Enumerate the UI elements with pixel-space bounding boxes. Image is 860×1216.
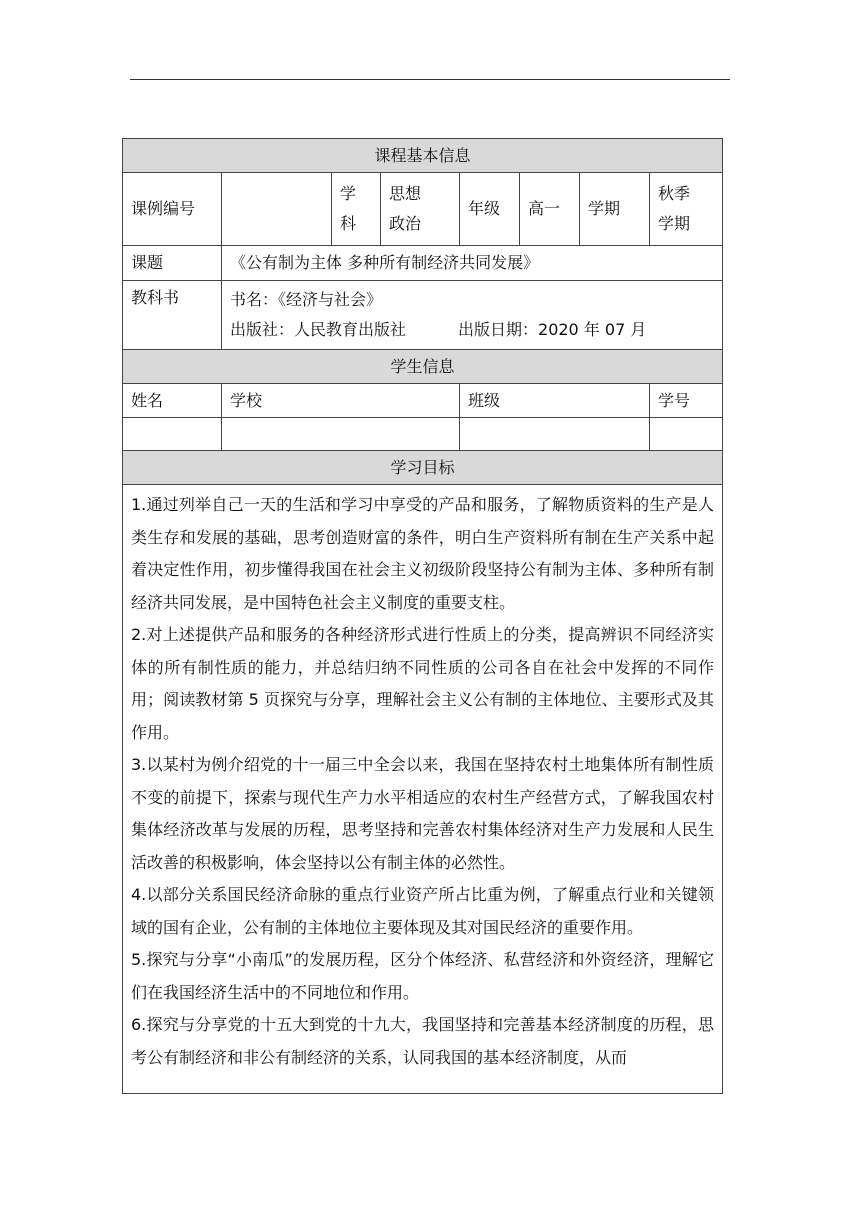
student-school-label: 学校 bbox=[222, 384, 460, 418]
term-value-line2: 学期 bbox=[658, 214, 691, 233]
subject-value bbox=[381, 173, 460, 246]
subject-label bbox=[332, 173, 381, 246]
student-id-label: 学号 bbox=[650, 384, 723, 418]
lesson-info-table bbox=[122, 138, 723, 1094]
subject-label-line1: 学 bbox=[340, 184, 357, 203]
goal-item: 3.以某村为例介绍党的十一届三中全会以来，我国在坚持农村土地集体所有制性质不变的前提下，探索与现代生产力水平相适应的农村生产经营方式，了解我国农村集体经济改革与发展的历程，思考坚持和完善农村集体经济对生产力发展和人民生活改善的积极影响，体会坚持以公有制主体的必然性。 bbox=[131, 755, 715, 872]
topic-value: 《公有制为主体 多种所有制经济共同发展》 bbox=[222, 246, 723, 281]
subject-value-line1: 思想 bbox=[389, 184, 422, 203]
subject-label-line2: 科 bbox=[340, 214, 357, 233]
student-name-label: 姓名 bbox=[123, 384, 222, 418]
book-name: 书名：《经济与社会》 bbox=[230, 290, 383, 309]
student-id-value[interactable] bbox=[650, 418, 723, 451]
goal-item: 1.通过列举自己一天的生活和学习中享受的产品和服务，了解物质资料的生产是人类生存和发展的基础，思考创造财富的条件，明白生产资料所有制在生产关系中起着决定性作用，初步懂得我国在社会主义初级阶段坚持公有制为主体、多种所有制经济共同发展，是中国特色社会主义制度的重要支柱。 bbox=[131, 495, 715, 612]
term-value bbox=[650, 173, 723, 246]
term-label: 学期 bbox=[580, 173, 650, 246]
learning-goals-header: 学习目标 bbox=[123, 451, 723, 485]
subject-value-line2: 政治 bbox=[389, 214, 422, 233]
grade-value: 高一 bbox=[520, 173, 580, 246]
textbook-label: 教科书 bbox=[123, 281, 222, 350]
goal-item: 5.探究与分享“小南瓜”的发展历程，区分个体经济、私营经济和外资经济，理解它们在我国经济生活中的不同地位和作用。 bbox=[131, 950, 715, 1002]
term-value-line1: 秋季 bbox=[658, 184, 691, 203]
learning-goals-body bbox=[123, 485, 723, 1094]
goal-item: 2.对上述提供产品和服务的各种经济形式进行性质上的分类，提高辨识不同经济实体的所有制性质的能力，并总结归纳不同性质的公司各自在社会中发挥的不同作用；阅读教材第 5 页探究与分享，理解社会主义公有制的主体地位、主要形式及其作用。 bbox=[131, 625, 715, 742]
student-school-value[interactable] bbox=[222, 418, 460, 451]
publish-date: 出版日期：2020 年 07 月 bbox=[458, 320, 647, 339]
student-info-header: 学生信息 bbox=[123, 350, 723, 384]
grade-label: 年级 bbox=[460, 173, 520, 246]
textbook-details bbox=[222, 281, 723, 350]
case-number-label: 课例编号 bbox=[123, 173, 222, 246]
header-rule bbox=[130, 79, 730, 80]
student-class-value[interactable] bbox=[460, 418, 650, 451]
case-number-value bbox=[222, 173, 332, 246]
student-class-label: 班级 bbox=[460, 384, 650, 418]
goal-item: 6.探究与分享党的十五大到党的十九大，我国坚持和完善基本经济制度的历程，思考公有制经济和非公有制经济的关系，认同我国的基本经济制度，从而 bbox=[131, 1015, 715, 1067]
course-info-header: 课程基本信息 bbox=[123, 139, 723, 173]
publisher: 出版社：人民教育出版社 bbox=[230, 320, 407, 339]
student-name-value[interactable] bbox=[123, 418, 222, 451]
publisher-line bbox=[230, 315, 714, 345]
topic-label: 课题 bbox=[123, 246, 222, 281]
goal-item: 4.以部分关系国民经济命脉的重点行业资产所占比重为例，了解重点行业和关键领域的国有企业，公有制的主体地位主要体现及其对国民经济的重要作用。 bbox=[131, 885, 715, 937]
